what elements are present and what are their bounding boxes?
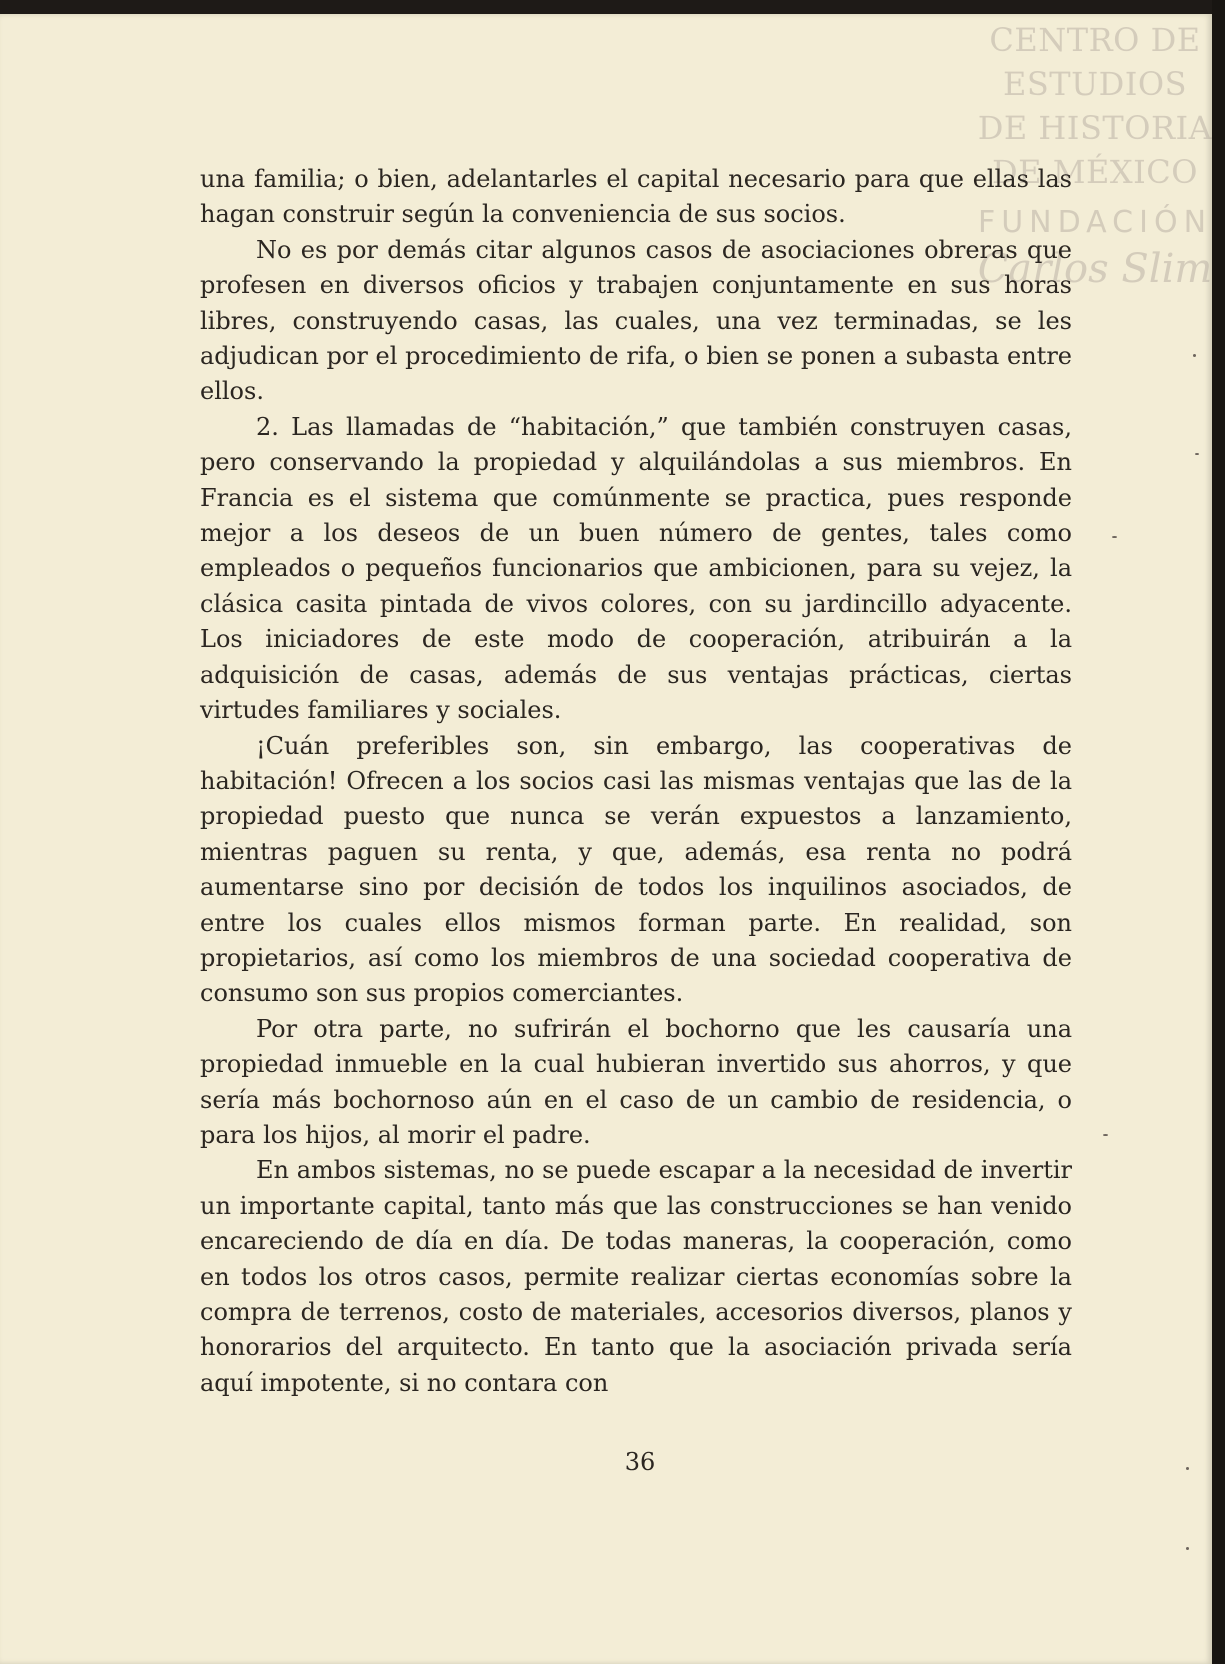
scan-right-border [1212,0,1225,1664]
paper-speck [1186,1547,1189,1550]
paragraph-continued: una familia; o bien, adelantarles el capital necesario para que ellas las hagan construir según la conveniencia de sus socios. [200,165,1072,229]
watermark-foundation: FUNDACIÓN [977,205,1213,240]
paper-speck [1112,536,1117,538]
paper-speck [1186,1467,1189,1470]
watermark-line-1: CENTRO DE [989,21,1201,59]
paper-speck [1103,1134,1108,1136]
paragraph: Por otra parte, no sufrirán el bochorno que les causaría una propiedad inmueble en la cual hubieran invertido sus ahorros, y que sería más bochornoso aún en el caso de un cambio de residencia, o para los hijos, al morir el padre. [200,1014,1072,1149]
page-number: 36 [624,1448,656,1476]
scan-top-border [0,0,1225,14]
paper-speck [1193,354,1196,357]
body-text [200,162,1072,1401]
watermark-line-2: ESTUDIOS [1002,65,1188,103]
watermark-line-4: DE MÉXICO [992,153,1198,191]
paragraph: 2. Las llamadas de “habitación,” que también construyen casas, pero conservando la propiedad y alquilándolas a sus miembros. En Francia es el sistema que comúnmente se practica, pues responde mejor a los deseos de un buen número de gentes, tales como empleados o pequeños funcionarios que ambicionen, para su vejez, la clásica casita pintada de vivos colores, con su jardincillo adyacente. Los iniciadores de este modo de cooperación, atribuirán a la adquisición de casas, además de sus ventajas prácticas, ciertas virtudes familiares y sociales. [200,412,1072,725]
watermark-signature: Carlos Slim [977,246,1213,292]
paragraph: En ambos sistemas, no se puede escapar a la necesidad de invertir un importante capital, tanto más que las construcciones se han venido encareciendo de día en día. De todas maneras, la cooperación, como en todos los otros casos, permite realizar ciertas economías sobre la compra de terrenos, costo de materiales, accesorios diversos, planos y honorarios del arquitecto. En tanto que la asociación privada sería aquí impotente, si no contara con [200,1156,1072,1397]
paragraph: No es por demás citar algunos casos de asociaciones obreras que profesen en diversos oficios y trabajen conjuntamente en sus horas libres, construyendo casas, las cuales, una vez terminadas, se les adjudican por el procedimiento de rifa, o bien se ponen a subasta entre ellos. [200,235,1072,406]
book-page [0,14,1212,1664]
watermark-line-3: DE HISTORIA [977,109,1213,147]
paper-speck [1195,453,1199,455]
paragraph: ¡Cuán preferibles son, sin embargo, las cooperativas de habitación! Ofrecen a los socios casi las mismas ventajas que las de la propiedad puesto que nunca se verán expuestos a lanzamiento, mientras paguen su renta, y que, además, esa renta no podrá aumentarse sino por decisión de todos los inquilinos asociados, de entre los cuales ellos mismos forman parte. En realidad, son propietarios, así como los miembros de una sociedad cooperativa de consumo son sus propios comerciantes. [200,731,1072,1008]
